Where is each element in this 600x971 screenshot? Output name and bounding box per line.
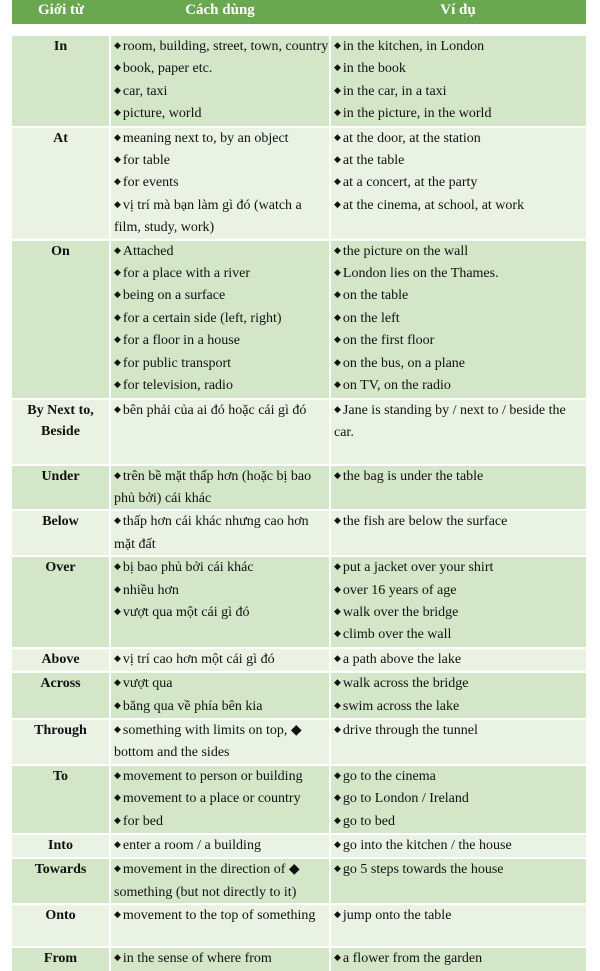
item-text: on the table bbox=[342, 288, 409, 304]
prepositions-table bbox=[12, 34, 586, 971]
bullet-icon: ◆ bbox=[334, 154, 341, 165]
item-text: Attached bbox=[122, 243, 174, 259]
usage-cell bbox=[110, 35, 330, 127]
preposition-cell: At bbox=[12, 127, 110, 240]
bullet-icon: ◆ bbox=[114, 40, 121, 50]
example-cell bbox=[330, 35, 586, 127]
bullet-icon: ◆ bbox=[114, 769, 121, 780]
bullet-icon: ◆ bbox=[334, 176, 341, 187]
example-item bbox=[334, 150, 586, 172]
usage-cell bbox=[110, 399, 330, 465]
item-text: jump onto the table bbox=[342, 908, 452, 924]
example-item bbox=[334, 375, 586, 397]
bullet-icon: ◆ bbox=[334, 792, 341, 803]
usage-item bbox=[114, 948, 329, 970]
preposition-cell: To bbox=[12, 765, 110, 834]
usage-item bbox=[114, 36, 329, 58]
item-text: car, taxi bbox=[122, 83, 168, 99]
usage-item bbox=[114, 308, 329, 330]
item-text: something with limits on top, ◆ bottom and the sides bbox=[114, 722, 302, 761]
example-cell bbox=[330, 904, 586, 947]
bullet-icon: ◆ bbox=[114, 244, 121, 255]
item-text: climb over the wall bbox=[342, 627, 452, 643]
table-row bbox=[12, 834, 586, 858]
usage-item bbox=[114, 788, 329, 810]
bullet-icon: ◆ bbox=[114, 677, 121, 688]
item-text: at the table bbox=[342, 153, 405, 169]
bullet-icon: ◆ bbox=[334, 814, 341, 825]
bullet-icon: ◆ bbox=[334, 244, 341, 255]
usage-item bbox=[114, 905, 329, 927]
usage-cell bbox=[110, 672, 330, 719]
bullet-icon: ◆ bbox=[114, 605, 121, 616]
item-text: at the door, at the station bbox=[342, 130, 481, 146]
bullet-icon: ◆ bbox=[114, 863, 121, 874]
example-cell bbox=[330, 556, 586, 648]
item-text: in the picture, in the world bbox=[342, 106, 492, 122]
bullet-icon: ◆ bbox=[114, 131, 121, 142]
item-text: Jane is standing by / next to / beside the car. bbox=[334, 402, 566, 440]
bullet-icon: ◆ bbox=[334, 699, 341, 710]
example-item bbox=[334, 511, 586, 533]
item-text: movement in the direction of ◆ something (but not directly to it) bbox=[114, 862, 300, 900]
usage-cell bbox=[110, 465, 330, 511]
bullet-icon: ◆ bbox=[334, 561, 341, 572]
item-text: in the kitchen, in London bbox=[342, 39, 485, 54]
preposition-cell: From bbox=[12, 947, 110, 970]
example-item bbox=[334, 36, 586, 58]
bullet-icon: ◆ bbox=[334, 652, 341, 663]
usage-cell bbox=[110, 556, 330, 648]
example-cell bbox=[330, 240, 586, 399]
usage-item bbox=[114, 811, 329, 833]
bullet-icon: ◆ bbox=[334, 628, 341, 639]
usage-item bbox=[114, 150, 329, 172]
usage-item bbox=[114, 696, 329, 718]
usage-item bbox=[114, 58, 329, 80]
item-text: swim across the lake bbox=[342, 698, 460, 714]
table-row bbox=[12, 858, 586, 904]
item-text: walk over the bridge bbox=[342, 604, 459, 620]
bullet-icon: ◆ bbox=[114, 107, 121, 118]
usage-item bbox=[114, 375, 329, 397]
table-row bbox=[12, 904, 586, 947]
usage-cell bbox=[110, 719, 330, 765]
header-example: Ví dụ bbox=[440, 2, 476, 18]
usage-cell bbox=[110, 648, 330, 672]
item-text: movement to a place or country bbox=[122, 791, 301, 807]
header-usage: Cách dùng bbox=[185, 2, 255, 18]
bullet-icon: ◆ bbox=[114, 356, 121, 367]
table-row bbox=[12, 672, 586, 719]
example-item bbox=[334, 948, 586, 970]
example-cell bbox=[330, 765, 586, 834]
table-row bbox=[12, 240, 586, 399]
usage-cell bbox=[110, 947, 330, 970]
item-text: go into the kitchen / the house bbox=[342, 838, 512, 853]
item-text: for television, radio bbox=[122, 378, 233, 394]
bullet-icon: ◆ bbox=[334, 107, 341, 118]
usage-item bbox=[114, 766, 329, 788]
bullet-icon: ◆ bbox=[334, 515, 341, 526]
item-text: for public transport bbox=[122, 355, 232, 371]
item-text: thấp hơn cái khác nhưng cao hơn mặt đất bbox=[114, 514, 309, 552]
example-cell bbox=[330, 672, 586, 719]
item-text: movement to person or building bbox=[122, 768, 303, 784]
table-row bbox=[12, 648, 586, 672]
header-preposition: Giới từ bbox=[37, 2, 85, 18]
usage-cell bbox=[110, 858, 330, 904]
item-text: bị bao phủ bởi cái khác bbox=[122, 560, 254, 576]
table-header bbox=[12, 0, 586, 24]
bullet-icon: ◆ bbox=[114, 909, 121, 920]
item-text: drive through the tunnel bbox=[342, 722, 478, 738]
bullet-icon: ◆ bbox=[114, 176, 121, 187]
table-row bbox=[12, 510, 586, 556]
item-text: a path above the lake bbox=[342, 651, 462, 667]
example-item bbox=[334, 195, 586, 217]
item-text: movement to the top of something bbox=[122, 908, 316, 924]
bullet-icon: ◆ bbox=[114, 952, 121, 963]
bullet-icon: ◆ bbox=[114, 334, 121, 345]
item-text: bên phải của ai đó hoặc cái gì đó bbox=[122, 402, 307, 418]
usage-cell bbox=[110, 510, 330, 556]
usage-item bbox=[114, 602, 329, 624]
item-text: for bed bbox=[122, 813, 163, 829]
example-cell bbox=[330, 858, 586, 904]
example-cell bbox=[330, 719, 586, 765]
usage-item bbox=[114, 285, 329, 307]
preposition-cell: By Next to, Beside bbox=[12, 399, 110, 465]
item-text: a flower from the garden bbox=[342, 951, 483, 967]
item-text: picture, world bbox=[122, 106, 202, 122]
bullet-icon: ◆ bbox=[114, 403, 121, 414]
bullet-icon: ◆ bbox=[334, 839, 341, 849]
table-row bbox=[12, 556, 586, 648]
example-item bbox=[334, 353, 586, 375]
example-item bbox=[334, 103, 586, 125]
table-row bbox=[12, 35, 586, 127]
example-cell bbox=[330, 834, 586, 858]
bullet-icon: ◆ bbox=[334, 723, 341, 734]
example-item bbox=[334, 466, 586, 488]
item-text: the picture on the wall bbox=[342, 243, 469, 259]
example-cell bbox=[330, 648, 586, 672]
preposition-cell: Above bbox=[12, 648, 110, 672]
table-row bbox=[12, 719, 586, 765]
item-text: for table bbox=[122, 153, 170, 169]
bullet-icon: ◆ bbox=[114, 699, 121, 710]
bullet-icon: ◆ bbox=[334, 84, 341, 95]
usage-item bbox=[114, 103, 329, 125]
bullet-icon: ◆ bbox=[334, 769, 341, 780]
usage-item bbox=[114, 353, 329, 375]
example-item bbox=[334, 557, 586, 579]
bullet-icon: ◆ bbox=[334, 334, 341, 345]
item-text: go to bed bbox=[342, 813, 396, 829]
item-text: the bag is under the table bbox=[342, 468, 484, 484]
item-text: at the cinema, at school, at work bbox=[342, 197, 525, 213]
bullet-icon: ◆ bbox=[114, 723, 121, 734]
table-row bbox=[12, 947, 586, 970]
bullet-icon: ◆ bbox=[334, 267, 341, 278]
example-item bbox=[334, 811, 586, 833]
item-text: in the sense of where from bbox=[122, 951, 272, 967]
usage-item bbox=[114, 720, 329, 764]
bullet-icon: ◆ bbox=[114, 289, 121, 300]
bullet-icon: ◆ bbox=[114, 814, 121, 825]
example-item bbox=[334, 330, 586, 352]
item-text: put a jacket over your shirt bbox=[342, 560, 494, 576]
usage-cell bbox=[110, 834, 330, 858]
bullet-icon: ◆ bbox=[334, 605, 341, 616]
table-row bbox=[12, 399, 586, 465]
usage-item bbox=[114, 330, 329, 352]
example-item bbox=[334, 624, 586, 646]
item-text: walk across the bridge bbox=[342, 676, 469, 692]
usage-item bbox=[114, 241, 329, 263]
example-item bbox=[334, 308, 586, 330]
preposition-cell: Across bbox=[12, 672, 110, 719]
bullet-icon: ◆ bbox=[114, 652, 121, 663]
bullet-icon: ◆ bbox=[114, 515, 121, 526]
bullet-icon: ◆ bbox=[334, 469, 341, 480]
usage-item bbox=[114, 859, 329, 903]
item-text: go to the cinema bbox=[342, 768, 436, 784]
example-item bbox=[334, 788, 586, 810]
item-text: vị trí cao hơn một cái gì đó bbox=[122, 651, 275, 667]
example-item bbox=[334, 400, 586, 444]
usage-item bbox=[114, 557, 329, 579]
bullet-icon: ◆ bbox=[334, 311, 341, 322]
example-item bbox=[334, 835, 586, 857]
table-row bbox=[12, 465, 586, 511]
example-item bbox=[334, 58, 586, 80]
example-item bbox=[334, 580, 586, 602]
usage-item bbox=[114, 172, 329, 194]
bullet-icon: ◆ bbox=[114, 583, 121, 594]
item-text: for events bbox=[122, 175, 179, 191]
example-item bbox=[334, 720, 586, 742]
item-text: for a floor in a house bbox=[122, 333, 240, 349]
item-text: meaning next to, by an object bbox=[122, 130, 289, 146]
example-item bbox=[334, 696, 586, 718]
bullet-icon: ◆ bbox=[114, 311, 121, 322]
example-cell bbox=[330, 947, 586, 970]
bullet-icon: ◆ bbox=[114, 469, 121, 480]
usage-item bbox=[114, 580, 329, 602]
preposition-cell: Onto bbox=[12, 904, 110, 947]
item-text: being on a surface bbox=[122, 288, 226, 304]
preposition-cell: Under bbox=[12, 465, 110, 511]
item-text: on the bus, on a plane bbox=[342, 355, 466, 371]
item-text: vượt qua một cái gì đó bbox=[122, 604, 250, 620]
example-item bbox=[334, 263, 586, 285]
usage-item bbox=[114, 511, 329, 555]
item-text: go to London / Ireland bbox=[342, 791, 469, 807]
bullet-icon: ◆ bbox=[334, 289, 341, 300]
item-text: at a concert, at the party bbox=[342, 175, 478, 191]
item-text: nhiều hơn bbox=[122, 582, 179, 598]
preposition-cell: Through bbox=[12, 719, 110, 765]
example-item bbox=[334, 128, 586, 150]
item-text: on TV, on the radio bbox=[342, 378, 451, 394]
item-text: vị trí mà bạn làm gì đó (watch a film, study, work) bbox=[114, 197, 302, 236]
example-item bbox=[334, 673, 586, 695]
header-gap bbox=[12, 24, 586, 34]
table-row bbox=[12, 127, 586, 240]
bullet-icon: ◆ bbox=[334, 379, 341, 390]
usage-item bbox=[114, 128, 329, 150]
preposition-cell: Over bbox=[12, 556, 110, 648]
usage-item bbox=[114, 466, 329, 510]
usage-item bbox=[114, 835, 329, 857]
usage-cell bbox=[110, 765, 330, 834]
example-item bbox=[334, 81, 586, 103]
example-cell bbox=[330, 127, 586, 240]
bullet-icon: ◆ bbox=[114, 198, 121, 209]
item-text: in the car, in a taxi bbox=[342, 83, 447, 99]
example-item bbox=[334, 285, 586, 307]
bullet-icon: ◆ bbox=[334, 198, 341, 209]
bullet-icon: ◆ bbox=[334, 356, 341, 367]
item-text: over 16 years of age bbox=[342, 582, 457, 598]
usage-item bbox=[114, 195, 329, 239]
bullet-icon: ◆ bbox=[334, 677, 341, 688]
item-text: the fish are below the surface bbox=[342, 514, 508, 530]
item-text: vượt qua bbox=[122, 676, 173, 692]
item-text: room, building, street, town, country bbox=[122, 39, 329, 54]
item-text: go 5 steps towards the house bbox=[342, 862, 504, 878]
bullet-icon: ◆ bbox=[334, 62, 341, 73]
preposition-cell: Towards bbox=[12, 858, 110, 904]
table-row bbox=[12, 765, 586, 834]
example-cell bbox=[330, 399, 586, 465]
bullet-icon: ◆ bbox=[114, 792, 121, 803]
bullet-icon: ◆ bbox=[114, 267, 121, 278]
item-text: on the first floor bbox=[342, 333, 435, 349]
example-item bbox=[334, 905, 586, 927]
bullet-icon: ◆ bbox=[114, 62, 121, 73]
table-body bbox=[12, 35, 586, 971]
example-cell bbox=[330, 510, 586, 556]
usage-item bbox=[114, 673, 329, 695]
bullet-icon: ◆ bbox=[114, 379, 121, 390]
item-text: enter a room / a building bbox=[122, 838, 261, 853]
item-text: in the book bbox=[342, 61, 406, 77]
item-text: băng qua về phía bên kia bbox=[122, 698, 263, 714]
item-text: for a place with a river bbox=[122, 266, 251, 282]
usage-item bbox=[114, 263, 329, 285]
bullet-icon: ◆ bbox=[114, 154, 121, 165]
item-text: book, paper etc. bbox=[122, 61, 213, 77]
item-text: London lies on the Thames. bbox=[342, 266, 499, 282]
bullet-icon: ◆ bbox=[114, 561, 121, 572]
example-item bbox=[334, 241, 586, 263]
bullet-icon: ◆ bbox=[334, 40, 341, 50]
preposition-cell: In bbox=[12, 35, 110, 127]
item-text: for a certain side (left, right) bbox=[122, 310, 282, 326]
example-item bbox=[334, 172, 586, 194]
bullet-icon: ◆ bbox=[334, 909, 341, 920]
bullet-icon: ◆ bbox=[334, 952, 341, 963]
example-item bbox=[334, 602, 586, 624]
example-cell bbox=[330, 465, 586, 511]
usage-cell bbox=[110, 127, 330, 240]
bullet-icon: ◆ bbox=[114, 839, 121, 849]
usage-item bbox=[114, 649, 329, 671]
example-item bbox=[334, 649, 586, 671]
preposition-cell: Into bbox=[12, 834, 110, 858]
item-text: on the left bbox=[342, 310, 400, 326]
example-item bbox=[334, 859, 586, 881]
example-item bbox=[334, 766, 586, 788]
preposition-cell: On bbox=[12, 240, 110, 399]
bullet-icon: ◆ bbox=[334, 863, 341, 874]
usage-cell bbox=[110, 240, 330, 399]
bullet-icon: ◆ bbox=[334, 131, 341, 142]
bullet-icon: ◆ bbox=[334, 403, 341, 414]
preposition-cell: Below bbox=[12, 510, 110, 556]
bullet-icon: ◆ bbox=[334, 583, 341, 594]
item-text: trên bề mặt thấp hơn (hoặc bị bao phủ bởi) cái khác bbox=[114, 468, 312, 506]
usage-cell bbox=[110, 904, 330, 947]
usage-item bbox=[114, 81, 329, 103]
usage-item bbox=[114, 400, 329, 422]
bullet-icon: ◆ bbox=[114, 84, 121, 95]
